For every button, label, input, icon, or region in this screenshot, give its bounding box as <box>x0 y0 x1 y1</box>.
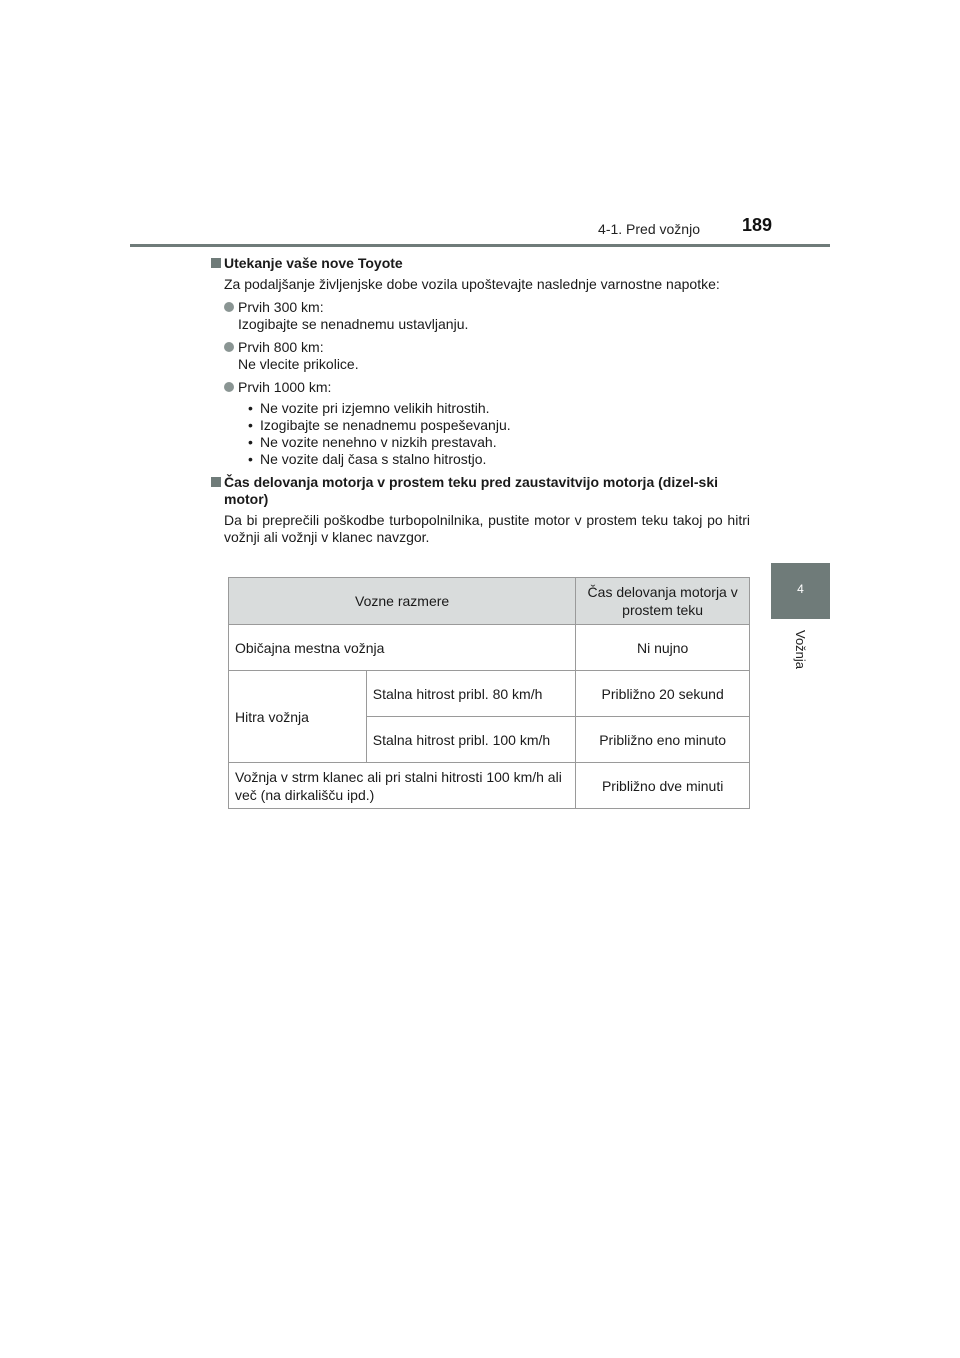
header-divider <box>130 244 830 247</box>
table-row <box>229 671 750 717</box>
sub-list-item: • Ne vozite pri izjemno velikih hitrostih. <box>248 400 750 417</box>
section-heading-break-in <box>210 255 750 272</box>
idling-time-table <box>228 577 750 809</box>
time-cell: Približno eno minuto <box>576 717 750 763</box>
bullet-text: Ne vlecite prikolice. <box>238 356 359 372</box>
circle-bullet-icon <box>224 302 234 312</box>
chapter-tab <box>771 563 830 619</box>
bullet-title: Prvih 800 km: <box>238 339 324 355</box>
sub-list-item: • Ne vozite nenehno v nizkih prestavah. <box>248 434 750 451</box>
condition-cell: Vožnja v strm klanec ali pri stalni hitrosti 100 km/h ali več (na dirkališču ipd.) <box>229 763 576 809</box>
header-conditions: Vozne razmere <box>229 578 576 625</box>
condition-cell: Običajna mestna vožnja <box>229 625 576 671</box>
time-cell: Ni nujno <box>576 625 750 671</box>
chapter-label: Vožnja <box>793 630 808 670</box>
table-row <box>229 625 750 671</box>
time-cell: Približno dve minuti <box>576 763 750 809</box>
sub-list-item: • Izogibajte se nenadnemu pospeševanju. <box>248 417 750 434</box>
section-title: 4-1. Pred vožnjo <box>598 221 700 237</box>
page-number: 189 <box>741 215 772 235</box>
list-item <box>210 339 750 373</box>
condition-cell: Stalna hitrost pribl. 100 km/h <box>366 717 576 763</box>
page-header <box>130 214 830 244</box>
heading-text: Utekanje vaše nove Toyote <box>224 255 403 271</box>
condition-group-cell: Hitra vožnja <box>229 671 367 763</box>
time-cell: Približno 20 sekund <box>576 671 750 717</box>
table-header-row <box>229 578 750 625</box>
chapter-number: 4 <box>797 582 804 596</box>
intro-paragraph: Za podaljšanje življenjske dobe vozila upoštevajte naslednje varnostne napotke: <box>224 276 720 292</box>
sub-list <box>210 400 750 468</box>
list-item <box>210 299 750 333</box>
circle-bullet-icon <box>224 382 234 392</box>
condition-cell: Stalna hitrost pribl. 80 km/h <box>366 671 576 717</box>
circle-bullet-icon <box>224 342 234 352</box>
square-bullet-icon <box>211 477 221 487</box>
heading-text: Čas delovanja motorja v prostem teku pred zaustavitvijo motorja (dizel-ski motor) <box>224 474 719 507</box>
bullet-title: Prvih 300 km: <box>238 299 324 315</box>
square-bullet-icon <box>211 258 221 268</box>
table-row <box>229 763 750 809</box>
intro-paragraph: Da bi preprečili poškodbe turbopolnilnika, pustite motor v prostem teku takoj po hitri vožnji ali vožnji v klanec navzgor. <box>224 512 750 545</box>
section-heading-idling <box>210 474 750 508</box>
header-idling-time: Čas delovanja motorja v prostem teku <box>576 578 750 625</box>
list-item <box>210 379 750 396</box>
bullet-title: Prvih 1000 km: <box>238 379 332 395</box>
main-content <box>210 255 750 546</box>
sub-list-item: • Ne vozite dalj časa s stalno hitrostjo. <box>248 451 750 468</box>
bullet-text: Izogibajte se nenadnemu ustavljanju. <box>238 316 469 332</box>
